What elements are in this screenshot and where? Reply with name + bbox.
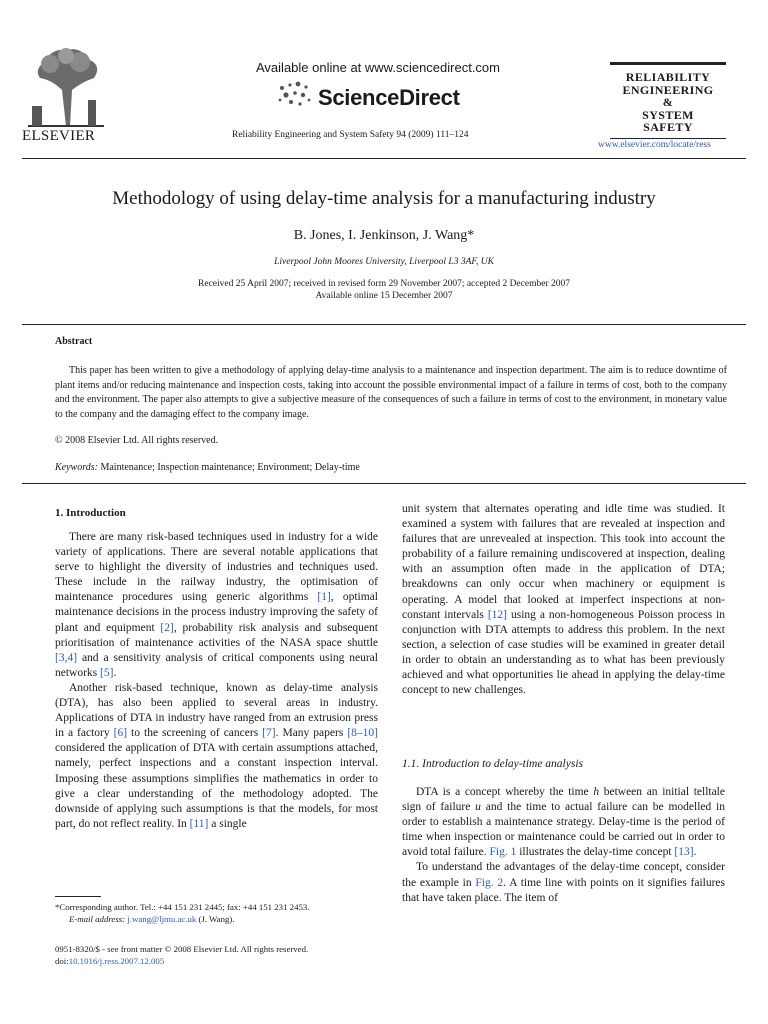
citation-link[interactable]: [1] <box>317 591 331 604</box>
paragraph-text: DTA is a concept whereby the time <box>416 786 594 798</box>
email-label: E-mail address: <box>69 914 126 924</box>
elsevier-tree-logo-icon <box>22 40 110 128</box>
abstract-copyright: © 2008 Elsevier Ltd. All rights reserved. <box>55 435 219 446</box>
figure-link[interactable]: Fig. 1 <box>489 846 517 859</box>
issn-doi-block <box>55 943 308 967</box>
citation-link[interactable]: [13] <box>674 846 694 859</box>
paragraph-text: to the screening of cancers <box>127 727 263 740</box>
abstract-body: This paper has been written to give a methodology of applying delay-time analysis to a maintenance and inspection department. The aim is to reduce downtime of plant items and/or reducing maintenance and inspection costs, taking into account the possible environmental impact of a failure in terms of cost, both to the company and the environment. The paper also attempts to give a subjective measure of the consequences of such a failure in terms of cost to the environment, in monetary value to the company and the damaging effect to the company image. <box>55 365 727 420</box>
journal-reference: Reliability Engineering and System Safety 94 (2009) 111–124 <box>232 130 469 140</box>
right-column-top <box>402 502 725 698</box>
article-title: Methodology of using delay-time analysis for a manufacturing industry <box>112 188 656 209</box>
available-online-text[interactable]: Available online at www.sciencedirect.com <box>256 60 500 75</box>
journal-box-line: SAFETY <box>643 120 693 134</box>
paragraph-text: . <box>693 846 697 859</box>
keywords-list: Maintenance; Inspection maintenance; Environment; Delay-time <box>100 462 360 473</box>
journal-box-line: & <box>662 95 674 109</box>
paragraph-text: , probability risk analysis and subsequent prioritisation of maintenance activities of the NASA space shuttle <box>55 621 378 649</box>
paragraph-text: using a non-homogeneous Poisson process in conjunction with DTA attempts to address this problem. In the next section, a selection of case studies will be examined in greater detail in order to obtain an understanding as to what has been previously achieved and what opportunities lie ahead in applying the delay-time concept to new challenges. <box>402 608 725 697</box>
paragraph-text: To understand the advantages of the delay-time concept, consider the example in <box>402 861 725 889</box>
paragraph-text: . A time line with points on it signifies failures that have taken place. The item of <box>402 876 725 904</box>
variable-h: h <box>593 786 600 798</box>
paragraph-text: There are many risk-based techniques used in industry for a wide variety of applications. There are several notable applications that serve to highlight the diversity of industries and techniques used. These include in the railway industry, the optimisation of maintenance procedures using generic algorithms <box>55 531 378 604</box>
citation-link[interactable]: [7] <box>262 727 276 740</box>
abstract-heading: Abstract <box>55 336 93 347</box>
paragraph-text: . <box>113 666 117 679</box>
figure-link[interactable]: Fig. 2 <box>475 876 504 889</box>
issn-line: 0951-8320/$ - see front matter © 2008 Elsevier Ltd. All rights reserved. <box>55 944 309 954</box>
paragraph-text: unit system that alternates operating and idle time was studied. It examined a system with failures that are revealed at inspection and failures that are unrevealed at inspection. This took into account the probability of a failure remaining undiscovered at inspection, dealing with an assumption often made in the application of DTA; breakdowns can only occur when machinery or equipment is operating. A model that looked at imperfect inspections at non-constant intervals <box>402 503 725 621</box>
citation-link[interactable]: [2] <box>160 621 174 634</box>
body-divider <box>22 483 746 484</box>
section-heading-introduction: 1. Introduction <box>55 507 126 519</box>
corresponding-author: *Corresponding author. Tel.: +44 151 231 2445; fax: +44 151 231 2453. <box>55 902 310 912</box>
paragraph-text: and the time to actual failure can be modelled in order to establish a maintenance strategy. Delay-time is the period of time when inspection or maintenance could be carried out in order to avoid total failure. <box>402 801 725 859</box>
publisher-name: ELSEVIER <box>22 128 96 144</box>
citation-link[interactable]: [5] <box>100 666 114 679</box>
journal-box-line: SYSTEM <box>642 107 694 122</box>
article-dates <box>0 278 768 302</box>
journal-box-line: ENGINEERING <box>622 82 714 97</box>
right-column-bottom <box>402 785 725 906</box>
journal-title-box <box>610 62 726 139</box>
paragraph-text: , optimal maintenance decisions in the process industry improving the safety of plant and equipment <box>55 591 378 634</box>
paragraph <box>402 502 725 698</box>
email-link[interactable]: j.wang@ljmu.ac.uk <box>127 914 197 924</box>
paragraph <box>55 530 378 681</box>
journal-url-link[interactable]: www.elsevier.com/locate/ress <box>598 140 711 150</box>
paragraph <box>55 681 378 832</box>
dates-received: Received 25 April 2007; received in revised form 29 November 2007; accepted 2 December 2007 <box>198 279 570 289</box>
paragraph-text: illustrates the delay-time concept <box>516 846 675 859</box>
doi-label: doi: <box>55 956 69 966</box>
paragraph <box>402 860 725 905</box>
author-affiliation: Liverpool John Moores University, Liverpool L3 3AF, UK <box>274 257 494 267</box>
citation-link[interactable]: [6] <box>113 727 128 740</box>
paragraph-text: between an initial telltale sign of failure <box>402 786 725 814</box>
paragraph-text: . Many papers <box>275 727 348 740</box>
article-authors: B. Jones, I. Jenkinson, J. Wang* <box>293 228 475 243</box>
sciencedirect-brand: ScienceDirect <box>318 85 460 110</box>
paragraph-text: and a sensitivity analysis of critical components using neural networks <box>55 651 378 679</box>
citation-link[interactable]: [11] <box>189 817 209 830</box>
keywords-label: Keywords: <box>55 462 98 473</box>
dates-available: Available online 15 December 2007 <box>315 291 453 301</box>
paragraph-text: Another risk-based technique, known as delay-time analysis (DTA), has also been applied to several areas in industry. Applications of DTA in industry have ranged from an extrusion press in a factory <box>55 681 378 740</box>
paragraph-text: considered the application of DTA with certain assumptions attached, namely, perfect inspections and a constant inspection interval. Imposing these assumptions simplifies the mathematics in order to give a clear understanding of the methodology adopted. The downside of applying such assumptions is that the models, for most part, do not reflect reality. In <box>55 742 378 830</box>
doi-line <box>55 955 308 967</box>
header-divider <box>22 158 746 159</box>
email-line <box>55 913 385 925</box>
paragraph-text: a single <box>208 817 247 830</box>
doi-link[interactable]: 10.1016/j.ress.2007.12.005 <box>68 956 165 966</box>
paragraph <box>402 785 725 860</box>
variable-u: u <box>475 801 481 814</box>
footnote-rule <box>55 896 101 897</box>
abstract-divider <box>22 324 746 325</box>
email-name: (J. Wang). <box>198 914 235 924</box>
footnote <box>55 901 385 925</box>
sciencedirect-dots-icon <box>276 80 316 112</box>
subsection-heading-delay-time: 1.1. Introduction to delay-time analysis <box>402 758 583 770</box>
keywords-line <box>55 462 360 473</box>
citation-link[interactable]: [3,4] <box>55 651 78 664</box>
citation-link[interactable]: [8–10] <box>347 727 378 740</box>
journal-box-line: RELIABILITY <box>625 70 711 84</box>
citation-link[interactable]: [12] <box>487 608 508 621</box>
left-column <box>55 530 378 832</box>
